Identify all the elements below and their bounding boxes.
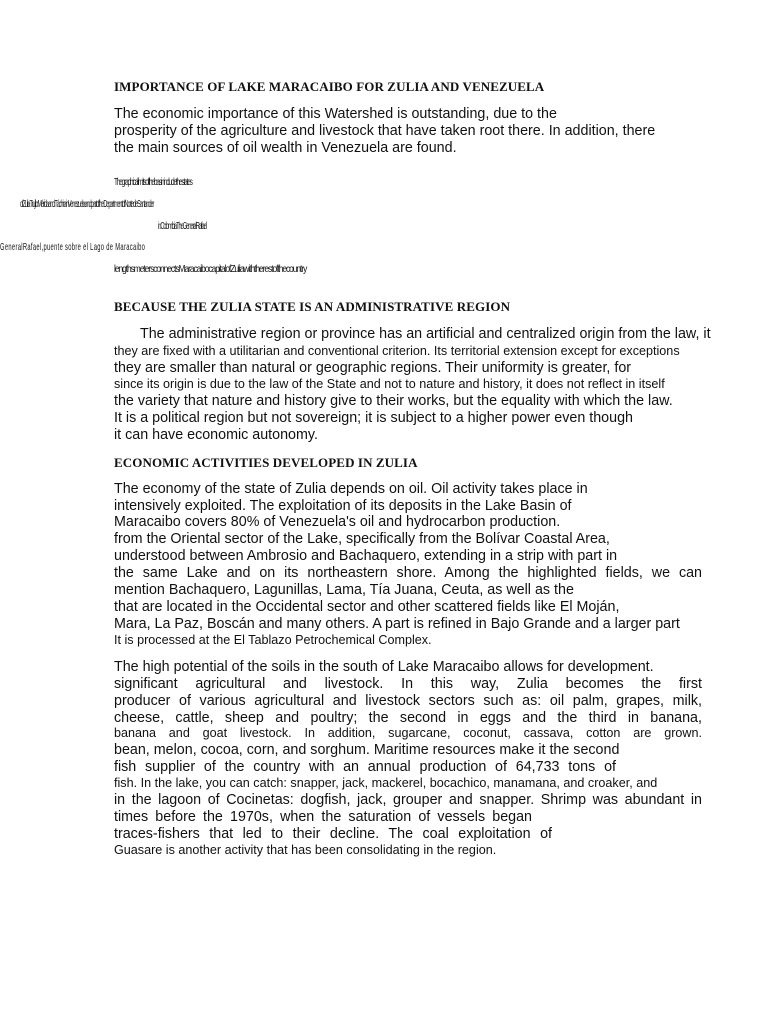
paragraph-line: the same Lake and on its northeastern shore. Among the highlighted fields, we can: [114, 565, 702, 581]
paragraph-line: fish supplier of the country with an annual production of 64,733 tons of: [114, 759, 616, 775]
paragraph-line: since its origin is due to the law of the State and not to nature and history, it does not reflect in itself: [114, 377, 665, 391]
paragraph-line: It is a political region but not sovereign; it is subject to a higher power even though: [114, 410, 633, 426]
paragraph-line: prosperity of the agriculture and livestock that have taken root there. In addition, there: [114, 123, 656, 139]
paragraph-line: mention Bachaquero, Lagunillas, Lama, Tía Juana, Ceuta, as well as the: [114, 582, 574, 598]
paragraph-line: they are fixed with a utilitarian and conventional criterion. Its territorial extension except for exceptions: [114, 344, 680, 358]
heading-importance-lake-maracaibo: IMPORTANCE OF LAKE MARACAIBO FOR ZULIA AND VENEZUELA: [114, 79, 545, 94]
heading-administrative-region: BECAUSE THE ZULIA STATE IS AN ADMINISTRATIVE REGION: [114, 299, 511, 314]
paragraph-line: the variety that nature and history give to their works, but the equality with which the law.: [114, 393, 673, 409]
garbled-text-line: Thegraphicallimitsofthebasinincludethestates: [114, 176, 192, 188]
garbled-text-line: ofZuliaTrujilloMéridaandTáchirainVenezuelaandpartoftheDepartmentofNortedeSantander: [20, 198, 154, 210]
paragraph-line: banana and goat livestock. In addition, sugarcane, coconut, cassava, cotton are grown.: [114, 726, 702, 740]
paragraph-line: It is processed at the El Tablazo Petrochemical Complex.: [114, 633, 432, 647]
paragraph-line: in the lagoon of Cocinetas: dogfish, jack, grouper and snapper. Shrimp was abundant in: [114, 792, 702, 808]
paragraph-line: The administrative region or province has an artificial and centralized origin from the law, it: [140, 326, 711, 342]
paragraph-line: The high potential of the soils in the south of Lake Maracaibo allows for development.: [114, 659, 654, 675]
paragraph-line: The economic importance of this Watershed is outstanding, due to the: [114, 106, 557, 122]
heading-economic-activities: ECONOMIC ACTIVITIES DEVELOPED IN ZULIA: [114, 455, 418, 470]
paragraph-line: Mara, La Paz, Boscán and many others. A part is refined in Bajo Grande and a larger part: [114, 616, 680, 632]
paragraph-line: times before the 1970s, when the saturation of vessels began: [114, 809, 532, 825]
garbled-text-line: lengthsmetersconnectsMaracaibocapitalofZuliawiththerestofthecountry: [114, 263, 307, 275]
paragraph-line: understood between Ambrosio and Bachaquero, extending in a strip with part in: [114, 548, 618, 564]
paragraph-line: producer of various agricultural and livestock sectors such as: oil palm, grapes, milk,: [114, 693, 702, 709]
paragraph-line: Maracaibo covers 80% of Venezuela's oil and hydrocarbon production.: [114, 514, 561, 530]
paragraph-line: from the Oriental sector of the Lake, specifically from the Bolívar Coastal Area,: [114, 531, 610, 547]
paragraph-line: bean, melon, cocoa, corn, and sorghum. Maritime resources make it the second: [114, 742, 620, 758]
paragraph-line: significant agricultural and livestock. In this way, Zulia becomes the first: [114, 676, 702, 692]
garbled-text-line: inColombiaTheGeneralRafael: [158, 220, 207, 232]
paragraph-line: the main sources of oil wealth in Venezuela are found.: [114, 140, 457, 156]
paragraph-line: traces-fishers that led to their decline. The coal exploitation of: [114, 826, 552, 842]
paragraph-line: Guasare is another activity that has been consolidating in the region.: [114, 843, 497, 857]
paragraph-line: that are located in the Occidental sector and other scattered fields like El Moján,: [114, 599, 620, 615]
paragraph-line: cheese, cattle, sheep and poultry; the second in eggs and the third in banana,: [114, 710, 702, 726]
paragraph-line: it can have economic autonomy.: [114, 427, 318, 443]
paragraph-line: they are smaller than natural or geographic regions. Their uniformity is greater, for: [114, 360, 632, 376]
paragraph-line: fish. In the lake, you can catch: snapper, jack, mackerel, bocachico, manamana, and croaker, and: [114, 776, 658, 790]
paragraph-line: The economy of the state of Zulia depends on oil. Oil activity takes place in: [114, 481, 588, 497]
paragraph-line: intensively exploited. The exploitation of its deposits in the Lake Basin of: [114, 498, 572, 514]
garbled-text-line: GeneralRafael,puente sobre el Lago de Maracaibo: [0, 241, 146, 253]
